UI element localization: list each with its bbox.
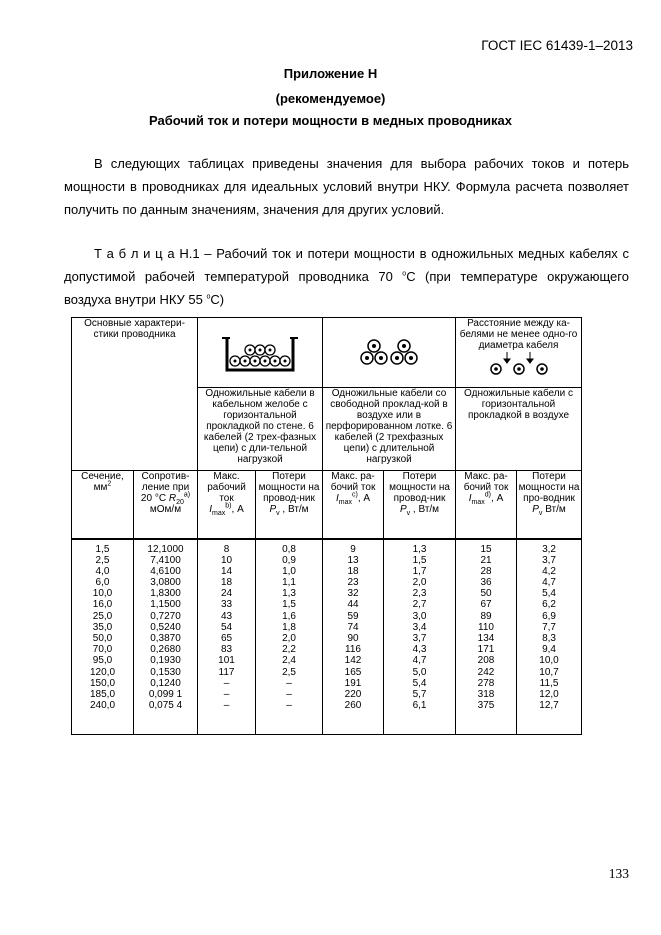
column-loss-spaced-values — [517, 539, 582, 735]
table-cell: 0,8 — [282, 543, 296, 555]
table-cell: 2,2 — [282, 644, 296, 656]
table-cell: 0,1530 — [150, 666, 181, 678]
spacing-note-cell — [456, 318, 582, 388]
table-cell: 1,6 — [282, 610, 296, 622]
page-number: 133 — [608, 866, 629, 881]
table-cell: 6,9 — [542, 610, 556, 622]
intro-paragraph: В следующих таблицах приведены значения для выбора рабочих токов и потерь мощности в проводниках для идеальных условий внутри НКУ. Формула расчета позволяет получить по данным значениям, значения для других условий. — [64, 156, 629, 217]
table-cell: 89 — [480, 610, 492, 622]
table-cell: 318 — [477, 688, 495, 700]
caption-label: Т а б л и ц а — [94, 246, 175, 261]
table-cell: 2,3 — [412, 588, 427, 600]
header-current-spaced: Макс. ра-бочий ток $I_{max}^{d)}$, А — [456, 471, 517, 539]
table-cell: 12,7 — [539, 700, 559, 712]
column-current-free-air-values — [323, 539, 384, 735]
table-cell: 24 — [220, 588, 233, 600]
column-loss-tray-values — [256, 539, 323, 735]
table-cell: 0,3870 — [150, 633, 181, 644]
table-cell: 3,0 — [412, 610, 427, 622]
table-cell: 7,4100 — [150, 554, 181, 566]
table-cell: 50 — [480, 588, 492, 600]
table-cell: 134 — [477, 633, 495, 644]
table-cell: 4,7 — [542, 577, 556, 589]
table-cell: 5,0 — [412, 666, 427, 678]
spaced-cables-icon — [483, 351, 555, 377]
table-cell: 220 — [344, 688, 362, 700]
table-cell: 240,0 — [89, 700, 116, 712]
header-resistance: Сопротив-ление при 20 °С $R_{20}^{a)}$ мОм/м — [134, 471, 198, 539]
table-cell: 8,3 — [542, 633, 556, 644]
table-cell: 25,0 — [92, 610, 113, 622]
installation-free-air: Одножильные кабели со свободной проклад-кой в воздухе или в перфорированном лотке. 6 кабелей (2 трехфазных цепи) с длительной нагрузкой — [323, 388, 456, 471]
table-cell: 43 — [220, 610, 233, 622]
table-cell: 0,9 — [282, 554, 296, 566]
table-cell: 0,7270 — [150, 610, 181, 622]
table-cell: 1,3 — [412, 543, 427, 555]
table-cell: 50,0 — [92, 633, 113, 644]
table-cell: 4,3 — [412, 644, 427, 656]
table-cell: 242 — [477, 666, 495, 678]
header-loss-free-air: Потери мощности на провод-ник $P_v$ , Вт/м — [384, 471, 456, 539]
table-cell: 10,0 — [539, 655, 559, 667]
header-loss-tray: Потери мощности на провод-ник $P_v$ , Вт/м — [256, 471, 323, 539]
table-cell: 208 — [477, 655, 495, 667]
table-cell: 67 — [480, 599, 492, 611]
table-cell: 32 — [347, 588, 359, 600]
free-air-image — [323, 318, 456, 388]
table-cell: 0,099 1 — [148, 688, 183, 700]
column-current-spaced-values — [456, 539, 517, 735]
table-cell: 2,0 — [282, 633, 296, 644]
cable-tray-icon — [221, 332, 299, 374]
table-cell: 65 — [220, 633, 233, 644]
table-cell: 23 — [347, 577, 359, 589]
table-cell: 1,5 — [282, 599, 296, 611]
table-cell: 10 — [220, 554, 233, 566]
table-cell: 3,2 — [542, 543, 556, 555]
table-cell: 6,1 — [412, 700, 427, 712]
table-cell: 3,0800 — [150, 577, 181, 589]
table-cell: 4,6100 — [150, 565, 181, 577]
table-cell: 142 — [344, 655, 362, 667]
table-cell: 16,0 — [92, 599, 113, 611]
table-cell: 12,1000 — [147, 543, 184, 555]
table-cell: 150,0 — [89, 677, 116, 689]
table-cell: 36 — [480, 577, 492, 589]
table-cell: 90 — [347, 633, 359, 644]
table-cell: 15 — [480, 543, 492, 555]
table-cell: 1,8300 — [150, 588, 181, 600]
table-cell: 10,7 — [539, 666, 559, 678]
table-cell: – — [223, 677, 230, 689]
column-section-values — [72, 539, 134, 735]
table-cell: 10,0 — [92, 588, 113, 600]
table-cell: 18 — [347, 565, 359, 577]
table-cell: 3,7 — [542, 554, 556, 566]
annex-status: (рекомендуемое) — [275, 91, 386, 106]
table-cell: 12,0 — [539, 688, 559, 700]
table-cell: – — [286, 700, 292, 712]
table-cell: 3,7 — [412, 633, 427, 644]
table-cell: 4,0 — [95, 565, 110, 577]
table-cell: 1,1 — [282, 577, 296, 589]
table-cell: 0,5240 — [150, 621, 181, 633]
table-cell: 117 — [218, 666, 235, 678]
table-cell: 14 — [220, 565, 233, 577]
table-cell: 3,4 — [412, 621, 427, 633]
spacing-note: Расстояние между ка-белями не менее одно-го диаметра кабеля — [459, 318, 578, 351]
table-cell: 6,2 — [542, 599, 556, 611]
table-cell: 101 — [218, 655, 235, 667]
corner-label: Основные характери-стики проводника — [72, 318, 198, 471]
table-cell: 171 — [477, 644, 495, 656]
table-cell: 1,3 — [282, 588, 296, 600]
table-cell: 1,1500 — [150, 599, 181, 611]
table-cell: 5,4 — [412, 677, 427, 689]
table-cell: 44 — [347, 599, 359, 611]
table-cell: 1,5 — [412, 554, 427, 566]
table-cell: 375 — [477, 700, 495, 712]
table-cell: 1,0 — [282, 565, 296, 577]
table-cell: – — [286, 677, 292, 689]
column-resistance-values — [134, 539, 198, 735]
table-cell: 7,7 — [542, 621, 556, 633]
column-loss-free-air-values — [384, 539, 456, 735]
table-cell: 120,0 — [89, 666, 116, 678]
table-cell: 1,7 — [412, 565, 427, 577]
standard-designation: ГОСТ IEC 61439-1–2013 — [481, 38, 633, 53]
table-cell: 1,8 — [282, 621, 296, 633]
table-cell: 0,075 4 — [148, 700, 183, 712]
header-current-free-air: Макс. ра-бочий ток $I_{max}^{c)}$, А — [323, 471, 384, 539]
table-cell: 5,4 — [542, 588, 556, 600]
table-cell: 6,0 — [95, 577, 110, 589]
table-cell: 13 — [347, 554, 359, 566]
table-cell: 35,0 — [92, 621, 113, 633]
annex-subtitle: Рабочий ток и потери мощности в медных проводниках — [148, 113, 513, 128]
table-cell: 54 — [220, 621, 233, 633]
table-cell: 1,5 — [95, 543, 110, 555]
table-cell: 9 — [350, 543, 356, 555]
table-cell: 165 — [344, 666, 362, 678]
table-cell: 70,0 — [92, 644, 113, 656]
header-section: Сечение, $мм^2$ — [72, 471, 134, 539]
cable-tray-image — [198, 318, 323, 388]
table-cell: 95,0 — [92, 655, 113, 667]
table-cell: – — [223, 700, 230, 712]
table-cell: 33 — [220, 599, 233, 611]
table-caption: Т а б л и ц а Н.1 – Рабочий ток и потери мощности в одножильных медных кабелях с допустимой рабочей температурой проводника 70 $^o$С (при температуре окружающего воздуха внутри НКУ 55 $^o$С) — [64, 246, 630, 307]
table-cell: 11,5 — [539, 677, 559, 689]
table-cell: 2,7 — [412, 599, 427, 611]
installation-tray: Одножильные кабели в кабельном желобе с горизонтальной прокладкой по стене. 6 кабелей (2 трех-фазных цепи) с дли-тельной нагрузкой — [198, 388, 323, 471]
installation-spaced: Одножильные кабели с горизонтальной прокладкой в воздухе — [456, 388, 582, 471]
table-cell: 0,2680 — [150, 644, 181, 656]
table-cell: 28 — [480, 565, 492, 577]
table-cell: 2,5 — [95, 554, 110, 566]
table-cell: 116 — [345, 644, 361, 656]
header-loss-spaced: Потери мощности на про-водник $P_v$ Вт/м — [517, 471, 582, 539]
column-current-tray-values — [198, 539, 256, 735]
table-cell: 4,7 — [412, 655, 427, 667]
table-cell: 2,5 — [282, 666, 296, 678]
table-cell: 83 — [220, 644, 233, 656]
header-current-tray: Макс. рабочий ток $I_{max}^{b)}$, А — [198, 471, 256, 539]
table-cell: 185,0 — [89, 688, 116, 700]
table-cell: 110 — [478, 621, 494, 633]
table-cell: 0,1930 — [150, 655, 181, 667]
table-cell: 9,4 — [542, 644, 556, 656]
table-cell: 2,4 — [282, 655, 296, 667]
table-cell: – — [286, 688, 292, 700]
table-cell: 59 — [347, 610, 359, 622]
table-cell: 2,0 — [412, 577, 427, 589]
table-cell: 191 — [344, 677, 362, 689]
table-cell: 5,7 — [412, 688, 427, 700]
table-cell: 260 — [344, 700, 362, 712]
annex-title: Приложение Н — [283, 66, 378, 81]
current-loss-table — [71, 317, 582, 735]
table-cell: 278 — [477, 677, 495, 689]
table-cell: 0,1240 — [150, 677, 181, 689]
trefoil-cables-icon — [354, 338, 424, 368]
table-cell: 8 — [223, 543, 230, 555]
table-cell: 4,2 — [542, 565, 556, 577]
table-cell: 74 — [347, 621, 359, 633]
table-cell: 18 — [220, 577, 233, 589]
table-cell: 21 — [480, 554, 492, 566]
table-cell: – — [223, 688, 230, 700]
